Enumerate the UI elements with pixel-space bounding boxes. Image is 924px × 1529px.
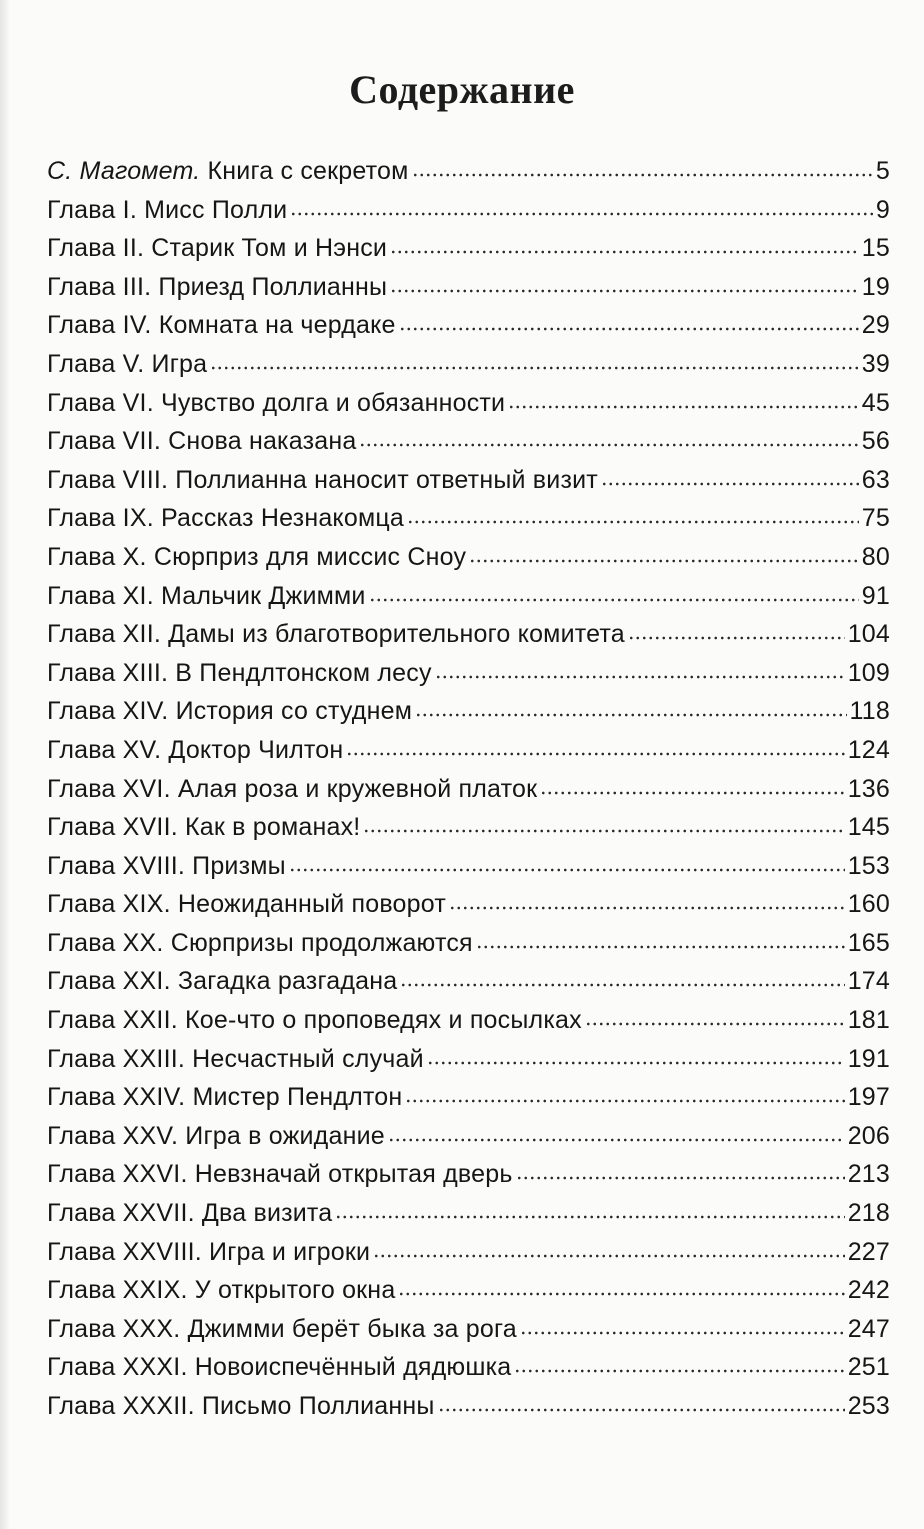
toc-entry-title: Глава XXVI. Невзначай открытая дверь [47, 1160, 513, 1189]
toc-entry-title: Глава XXII. Кое-что о проповедях и посылках [47, 1006, 582, 1035]
toc-entry-page-number: 124 [847, 735, 890, 764]
toc-entry-page-number: 247 [847, 1314, 890, 1343]
dot-leader [399, 326, 859, 332]
toc-entry-text [47, 345, 207, 384]
toc-entry-text [47, 1194, 332, 1233]
toc-entry-text [47, 1001, 582, 1040]
toc-entry-text [47, 306, 396, 345]
toc-entry-page-number: 91 [861, 581, 890, 610]
toc-entry-page-number: 9 [875, 195, 890, 224]
dot-leader [415, 712, 846, 718]
toc-entry-page-number: 56 [861, 427, 890, 456]
toc-entry-page-number: 181 [847, 1006, 890, 1035]
toc-entry-text [47, 384, 505, 423]
dot-leader [438, 1407, 845, 1413]
toc-entry [47, 345, 890, 384]
dot-leader [289, 867, 845, 873]
toc-entry-text [47, 885, 446, 924]
dot-leader [601, 481, 859, 487]
toc-entry-title: Глава VI. Чувство долга и обязанности [47, 388, 506, 417]
toc-entry-text [47, 962, 397, 1001]
dot-leader [449, 905, 845, 911]
toc-entry-page-number: 104 [847, 620, 890, 649]
toc-entry [47, 1194, 890, 1233]
dot-leader [469, 558, 859, 564]
dot-leader [540, 790, 844, 796]
dot-leader [390, 249, 859, 255]
toc-entry-page-number: 253 [847, 1392, 890, 1420]
toc-entry-page-number: 5 [875, 157, 890, 185]
toc-entry [47, 191, 890, 230]
toc-entry-title: Глава XII. Дамы из благотворительного комитета [47, 620, 625, 649]
toc-entry-page-number: 213 [847, 1160, 890, 1189]
toc-entry [47, 1001, 890, 1040]
toc-entry [47, 306, 890, 345]
toc-entry-page-number: 136 [847, 774, 890, 803]
toc-entry-page-number: 160 [847, 890, 890, 919]
toc-entry-title: Глава XXXII. Письмо Поллианны [47, 1392, 435, 1420]
toc-entry-text [47, 1117, 385, 1156]
toc-entry-title: Глава XV. Доктор Чилтон [47, 735, 344, 764]
toc-entry-text [47, 152, 409, 191]
toc-entry [47, 422, 890, 461]
toc-entry-text [47, 1040, 424, 1079]
toc-entry-title: Глава XXI. Загадка разгадана [47, 967, 398, 996]
toc-entry-page-number: 145 [847, 813, 890, 842]
dot-leader [435, 674, 845, 680]
toc-entry-page-number: 39 [861, 349, 890, 378]
dot-leader [407, 519, 859, 525]
page-gutter-shadow [0, 0, 10, 1529]
dot-leader [359, 442, 858, 448]
toc-entry-page-number: 227 [847, 1237, 890, 1266]
toc-entry-page-number: 63 [861, 465, 890, 494]
toc-entry [47, 384, 890, 423]
dot-leader [585, 1021, 845, 1027]
toc-entry-title: Глава XXVII. Два визита [47, 1199, 333, 1228]
toc-entry [47, 229, 890, 268]
toc-entry-title: Глава XVI. Алая роза и кружевной платок [47, 774, 538, 803]
dot-leader [514, 1368, 844, 1374]
toc-entry-title: Глава XXV. Игра в ожидание [47, 1121, 385, 1150]
toc-entry-title: Глава XXIV. Мистер Пендлтон [47, 1083, 403, 1112]
toc-entry-title: Глава XIX. Неожиданный поворот [47, 890, 446, 919]
toc-entry-title: Книга с секретом [207, 157, 409, 185]
toc-entry-title: Глава IX. Рассказ Незнакомца [47, 504, 404, 533]
toc-entry-title: Глава VIII. Поллианна наносит ответный визит [47, 465, 598, 494]
toc-entry-text [47, 1387, 435, 1426]
toc-entry-title: Глава XXVIII. Игра и игроки [47, 1237, 371, 1266]
toc-entry [47, 1271, 890, 1310]
toc-entry [47, 924, 890, 963]
toc-entry-text [47, 808, 360, 847]
toc-entry [47, 962, 890, 1001]
toc-entry-page-number: 197 [847, 1083, 890, 1112]
toc-entry-text [47, 538, 466, 577]
toc-entry [47, 461, 890, 500]
toc-entry-page-number: 118 [849, 697, 890, 726]
toc-entry-page-number: 80 [861, 542, 890, 571]
toc-entry [47, 1233, 890, 1272]
dot-leader [335, 1214, 844, 1220]
toc-entry [47, 770, 890, 809]
toc-entry-title: Глава VII. Снова наказана [47, 427, 357, 456]
toc-entry [47, 615, 890, 654]
toc-entry-text [47, 1078, 402, 1117]
toc-entry [47, 1348, 890, 1387]
toc-entry-page-number: 15 [861, 234, 890, 263]
toc-entry-text [47, 268, 387, 307]
toc-entry-text [47, 229, 387, 268]
toc-entry-title: Глава IV. Комната на чердаке [47, 311, 396, 340]
toc-entry [47, 268, 890, 307]
toc-entry-text [47, 692, 412, 731]
toc-entry-title: Глава XXIII. Несчастный случай [47, 1044, 424, 1073]
dot-leader [390, 288, 859, 294]
toc-entry-text [47, 461, 598, 500]
toc-entry-page-number: 109 [847, 658, 890, 687]
toc-entry-page-number: 242 [847, 1276, 890, 1305]
toc-entry-text [47, 1310, 517, 1349]
toc-entry-title: Глава XXX. Джимми берёт быка за рога [47, 1314, 517, 1343]
toc-entry [47, 152, 890, 191]
toc-entry [47, 692, 890, 731]
dot-leader [400, 982, 844, 988]
toc-entry-text [47, 191, 287, 230]
dot-leader [363, 828, 844, 834]
toc-entry-text [47, 1348, 511, 1387]
toc-entry-page-number: 251 [847, 1353, 890, 1382]
dot-leader [412, 172, 873, 178]
dot-leader [476, 944, 845, 950]
dot-leader [520, 1330, 845, 1336]
toc-entry [47, 808, 890, 847]
toc-entry-page-number: 45 [861, 388, 890, 417]
toc-entry-title: Глава XXIX. У открытого окна [47, 1276, 396, 1305]
toc-entry-text [47, 731, 343, 770]
toc-entry [47, 654, 890, 693]
toc-entry-title: Глава I. Мисс Полли [47, 195, 288, 224]
toc-entry-text [47, 770, 537, 809]
toc-entry-title: Глава XIV. История со студнем [47, 697, 413, 726]
toc-entry-page-number: 153 [847, 851, 890, 880]
dot-leader [373, 1253, 845, 1259]
toc-entry [47, 885, 890, 924]
dot-leader [346, 751, 844, 757]
table-of-contents [47, 152, 890, 1426]
toc-entry-title: Глава XIII. В Пендлтонском лесу [47, 658, 432, 687]
toc-entry [47, 1040, 890, 1079]
dot-leader [516, 1175, 845, 1181]
toc-entry-text [47, 847, 286, 886]
toc-entry-title: Глава XVII. Как в романах! [47, 813, 361, 842]
toc-entry-text [47, 1155, 513, 1194]
toc-entry-text [47, 499, 404, 538]
toc-entry-page-number: 174 [847, 967, 890, 996]
toc-entry-page-number: 29 [861, 311, 890, 340]
toc-entry [47, 499, 890, 538]
toc-entry-text [47, 1271, 395, 1310]
toc-entry-title: Глава XI. Мальчик Джимми [47, 581, 366, 610]
dot-leader [388, 1137, 845, 1143]
toc-entry [47, 1387, 890, 1426]
toc-entry-title: Глава XVIII. Призмы [47, 851, 286, 880]
toc-entry-title: Глава XX. Сюрпризы продолжаются [47, 928, 473, 957]
toc-entry [47, 1078, 890, 1117]
toc-entry-text [47, 577, 366, 616]
dot-leader [405, 1098, 844, 1104]
toc-entry-text [47, 654, 432, 693]
toc-entry-text [47, 422, 356, 461]
toc-entry-title: Глава XXXI. Новоиспечённый дядюшка [47, 1353, 512, 1382]
toc-entry-title: Глава II. Старик Том и Нэнси [47, 234, 388, 263]
toc-entry-title: Глава V. Игра [47, 349, 208, 378]
toc-entry-title: Глава X. Сюрприз для миссис Сноу [47, 542, 467, 571]
toc-entry-text [47, 924, 473, 963]
toc-entry [47, 847, 890, 886]
toc-entry [47, 577, 890, 616]
toc-entry-text [47, 615, 625, 654]
toc-entry [47, 731, 890, 770]
toc-entry-page-number: 75 [861, 504, 890, 533]
toc-entry [47, 1117, 890, 1156]
toc-entry-text [47, 1233, 370, 1272]
page-title: Содержание [349, 67, 575, 112]
dot-leader [427, 1060, 845, 1066]
dot-leader [290, 211, 873, 217]
toc-entry [47, 1310, 890, 1349]
dot-leader [210, 365, 859, 371]
dot-leader [398, 1291, 844, 1297]
dot-leader [369, 597, 859, 603]
toc-entry-page-number: 165 [847, 928, 890, 957]
toc-entry-title: Глава III. Приезд Поллианны [47, 272, 388, 301]
toc-entry-page-number: 19 [861, 272, 890, 301]
toc-entry-page-number: 191 [847, 1044, 890, 1073]
toc-entry-page-number: 218 [847, 1199, 890, 1228]
toc-entry-page-number: 206 [847, 1121, 890, 1150]
toc-entry [47, 538, 890, 577]
dot-leader [508, 404, 859, 410]
toc-entry [47, 1155, 890, 1194]
dot-leader [628, 635, 845, 641]
toc-entry-author: С. Магомет. [47, 157, 201, 185]
